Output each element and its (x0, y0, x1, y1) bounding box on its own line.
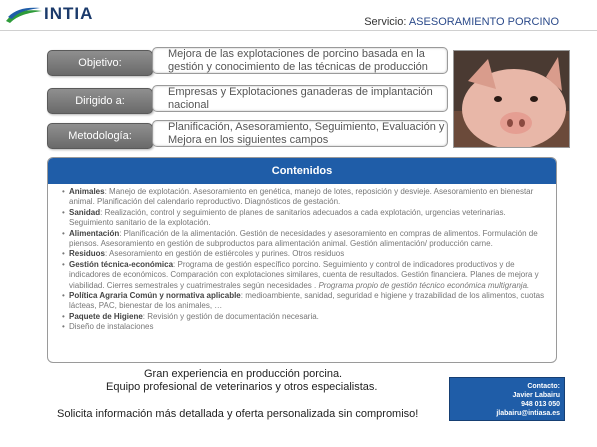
item-text: : Asesoramiento en gestión de estiércoles y purines. Otros residuos (105, 249, 345, 259)
list-item (62, 187, 550, 208)
tagline-cta: Solicita información más detallada y oferta personalizada sin compromiso! (57, 408, 419, 420)
item-text: : Planificación de la alimentación. Gestión de necesidades y asesoramiento en compras de alimentos. Formulación de piensos. Asesoramiento en gestión de subproductos para alimentación animal. Gestión alimentación/ producción carne. (69, 228, 538, 249)
contact-name: Javier Labairu (512, 392, 560, 399)
list-item (62, 229, 550, 250)
tagline-team: Equipo profesional de veterinarios y otros especialistas. (106, 381, 378, 393)
list-item (62, 312, 550, 322)
item-heading: Paquete de Higiene (69, 311, 143, 321)
item-text: : Realización, control y seguimiento de planes de sanitarios adecuados a cada explotación, urgencias veterinarias. Seguimiento sanitario de la explotación. (69, 207, 506, 228)
objective-label: Objetivo: (47, 50, 153, 76)
contact-email[interactable]: jlabairu@intiasa.es (496, 410, 560, 417)
audience-value: Empresas y Explotaciones ganaderas de implantación nacional (152, 85, 448, 112)
audience-label: Dirigido a: (47, 88, 153, 114)
service-name: ASESORAMIENTO PORCINO (408, 16, 559, 28)
list-item (62, 208, 550, 229)
item-text: : Programa de gestión específico porcino. Seguimiento y control de indicadores productivos y de indicadores de económicos. Comparación con explotaciones similares, cuenta de resultados. Gestión financiera. Planes de mejora y viabilidad. Cierres semestrales y cuatrimestrales según necesidades . (69, 259, 539, 290)
pig-photo (453, 50, 570, 148)
contact-phone: 948 013 050 (521, 401, 560, 408)
item-text: : medioambiente, sanidad, seguridad e higiene y trazabilidad de los alimentos, cuotas lácteas, PAC, bienestar de los animales, … (69, 291, 545, 311)
list-item (62, 249, 550, 259)
list-item (62, 260, 550, 291)
contents-list (62, 187, 550, 333)
contact-title: Contacto: (527, 383, 560, 390)
contact-box (449, 377, 565, 421)
item-italic-text: Programa propio de gestión técnico económica multigranja. (318, 280, 530, 290)
item-heading: Sanidad (69, 207, 101, 217)
item-heading: Residuos (69, 249, 106, 259)
item-heading: Política Agraria Común y normativa aplicable (69, 291, 241, 301)
brand-name: INTIA (44, 4, 94, 23)
item-heading: Animales (69, 187, 105, 196)
list-item (62, 291, 550, 312)
service-prefix: Servicio: (364, 16, 407, 28)
list-item (62, 322, 550, 332)
intia-logo-icon (4, 5, 44, 25)
item-text: : Manejo de explotación. Asesoramiento en genética, manejo de lotes, reposición y desvieje. Asesoramiento en bienestar animal. Planificación del calendario reproductivo. Diagnósticos de gestación. (69, 187, 534, 207)
tagline-experience: Gran experiencia en producción porcina. (144, 368, 343, 380)
objective-value: Mejora de las explotaciones de porcino basada en la gestión y conocimiento de las técnicas de producción (152, 47, 448, 74)
item-heading: Gestión técnica-económica (69, 259, 174, 269)
item-text: Diseño de instalaciones (69, 322, 154, 332)
service-title (364, 16, 559, 28)
item-heading: Alimentación (69, 228, 120, 238)
methodology-value: Planificación, Asesoramiento, Seguimiento, Evaluación y Mejora en los siguientes campos (152, 120, 448, 147)
item-text: : Revisión y gestión de documentación necesaria. (142, 311, 319, 321)
methodology-label: Metodología: (47, 123, 153, 149)
contents-title: Contenidos (48, 158, 556, 184)
header-divider (0, 30, 597, 31)
